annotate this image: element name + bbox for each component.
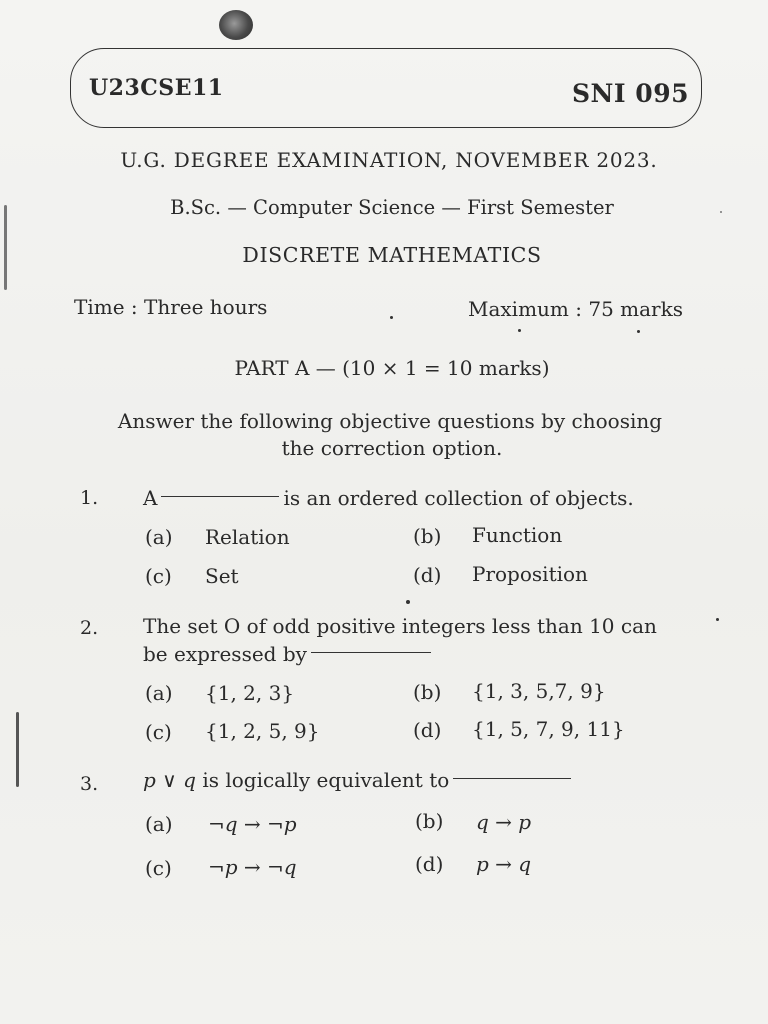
option-label: (d) [413, 563, 442, 587]
punch-hole [219, 10, 253, 40]
question-text-after: is an ordered collection of objects. [283, 486, 634, 510]
speck [390, 316, 393, 319]
instruction-line-1: Answer the following objective questions by choosing [117, 409, 663, 433]
speck [637, 330, 640, 333]
speck [518, 329, 521, 332]
speck [716, 618, 719, 621]
option-text: p → q [476, 852, 532, 876]
option-text: Relation [205, 525, 290, 549]
question-text [143, 486, 634, 510]
option-label: (a) [145, 525, 173, 549]
option-label: (a) [145, 681, 173, 705]
question-text-before: A [143, 486, 158, 510]
speck [406, 600, 410, 604]
answer-blank [453, 778, 571, 779]
question-number: 2. [80, 617, 99, 639]
answer-blank [311, 652, 431, 653]
part-heading: PART A — (10 × 1 = 10 marks) [234, 356, 550, 380]
option-label: (c) [145, 720, 172, 744]
subject-title: DISCRETE MATHEMATICS [242, 243, 542, 267]
instruction-line-2: the correction option. [281, 436, 503, 460]
question-number: 1. [80, 487, 99, 509]
question-text-line-2 [143, 642, 435, 666]
option-label: (b) [413, 524, 442, 548]
question-text: be expressed by [143, 642, 307, 666]
option-label: (b) [413, 680, 442, 704]
option-text: ¬p → ¬q [208, 855, 297, 879]
option-text: Function [472, 523, 563, 547]
option-label: (d) [415, 852, 444, 876]
option-text: Proposition [472, 562, 588, 586]
option-text: q → p [476, 810, 532, 834]
paper-code: SNI 095 [572, 79, 689, 108]
maximum-marks: Maximum : 75 marks [468, 297, 683, 321]
option-text: {1, 2, 5, 9} [205, 719, 320, 743]
option-text: {1, 5, 7, 9, 11} [472, 717, 625, 741]
option-label: (b) [415, 809, 444, 833]
left-edge-mark-2 [16, 712, 19, 787]
question-text [143, 768, 575, 792]
option-text: ¬q → ¬p [208, 812, 297, 836]
exam-title: U.G. DEGREE EXAMINATION, NOVEMBER 2023. [120, 148, 658, 172]
question-text-after: is logically equivalent to [202, 768, 450, 792]
answer-blank [161, 496, 279, 497]
question-number: 3. [80, 773, 99, 795]
math-expression: p ∨ q [143, 768, 196, 792]
header-box [70, 48, 702, 128]
option-text: {1, 3, 5,7, 9} [472, 679, 606, 703]
option-text: {1, 2, 3} [205, 681, 295, 705]
option-label: (d) [413, 718, 442, 742]
option-label: (a) [145, 812, 173, 836]
option-label: (c) [145, 856, 172, 880]
program-line: B.Sc. — Computer Science — First Semester [170, 196, 614, 219]
option-label: (c) [145, 564, 172, 588]
question-text-line-1: The set O of odd positive integers less than 10 can [143, 614, 657, 638]
option-text: Set [205, 564, 239, 588]
time-allowed: Time : Three hours [74, 295, 268, 319]
course-code: U23CSE11 [89, 75, 224, 101]
